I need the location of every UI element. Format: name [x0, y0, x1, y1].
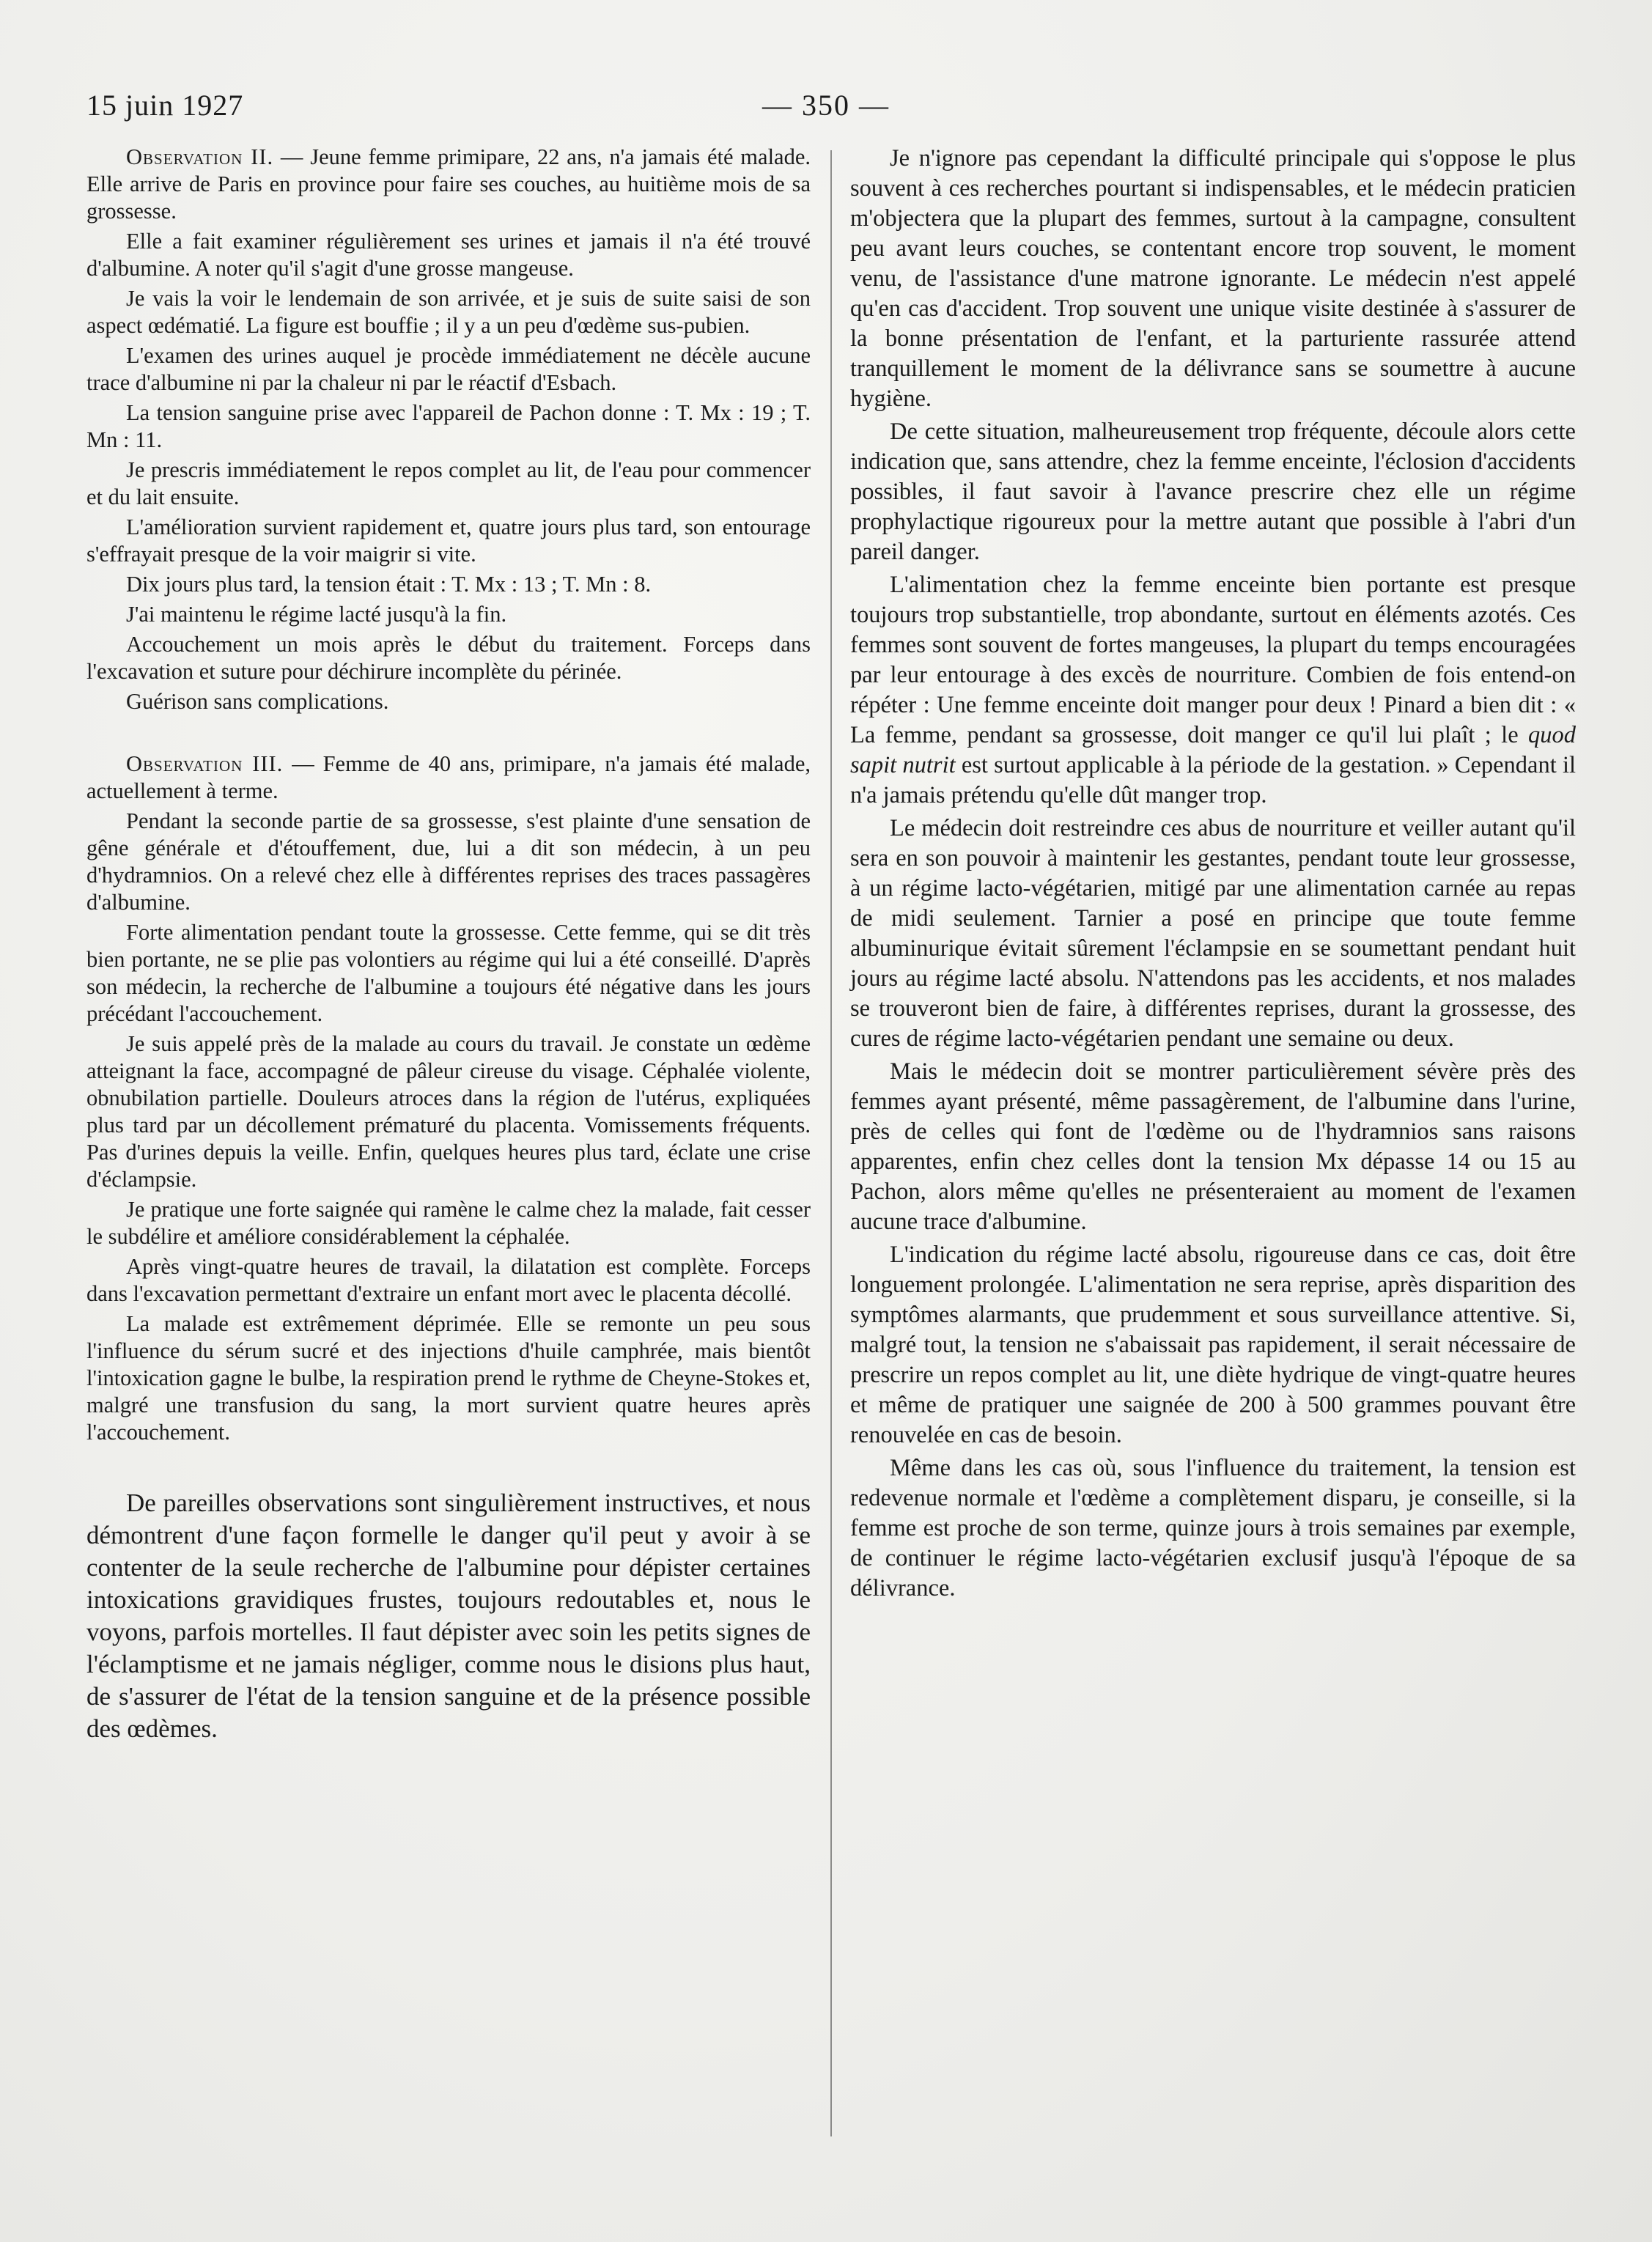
column-divider	[830, 150, 832, 2136]
paragraph: Guérison sans complications.	[126, 689, 389, 714]
paragraph-text: est surtout applicable à la période de la gestation. » Cependant il n'a jamais prétendu qu'elle dût manger trop.	[850, 752, 1576, 808]
paragraph	[850, 570, 1576, 811]
paragraph: L'amélioration survient rapidement et, quatre jours plus tard, son entourage s'effrayait presque de la voir maigrir si vite.	[86, 515, 811, 567]
paragraph: La malade est extrêmement déprimée. Elle se remonte un peu sous l'influence du sérum sucré et des injections d'huile camphrée, mais bientôt l'intoxication gagne le bulbe, la respiration prend le rythme de Cheyne-Stokes et, malgré une transfusion du sang, la mort survient quatre heures après l'accouchement.	[86, 1311, 811, 1445]
observation-2-paragraph	[86, 144, 811, 225]
observation-3-title: Observation III.	[126, 751, 284, 776]
page-number: — 350 —	[762, 89, 890, 122]
paragraph: Je vais la voir le lendemain de son arrivée, et je suis de suite saisi de son aspect œdématié. La figure est bouffie ; il y a un peu d'œdème sus-pubien.	[86, 286, 811, 338]
paragraph: Mais le médecin doit se montrer particulièrement sévère près des femmes ayant présenté, même passagèrement, de l'albumine dans l'urine, près de celles qui font de l'œdème ou de l'hydramnios sans raisons apparentes, enfin chez celles dont la tension Mx dépasse 14 ou 15 au Pachon, alors même qu'elles ne présenteraient au moment de l'examen aucune trace d'albumine.	[850, 1058, 1576, 1235]
paragraph: Après vingt-quatre heures de travail, la dilatation est complète. Forceps dans l'excavation permettant d'extraire un enfant mort avec le placenta décollé.	[86, 1254, 811, 1306]
paragraph: L'indication du régime lacté absolu, rigoureuse dans ce cas, doit être longuement prolongée. L'alimentation ne sera reprise, après disparition des symptômes alarmants, que prudemment et sous surveillance attentive. Si, malgré tout, la tension ne s'abaissait pas rapidement, il serait nécessaire de prescrire un repos complet au lit, une diète hydrique de vingt-quatre heures et même de pratiquer une saignée de 200 à 500 grammes pouvant être renouvelée en cas de besoin.	[850, 1242, 1576, 1448]
paragraph: Je pratique une forte saignée qui ramène le calme chez la malade, fait cesser le subdélire et améliore considérablement la céphalée.	[86, 1197, 811, 1249]
paragraph-text: L'alimentation chez la femme enceinte bien portante est presque toujours trop substantielle, trop abondante, surtout en éléments azotés. Ces femmes sont souvent de fortes mangeuses, la plupart du temps encouragées par leur entourage à des excès de nourriture. Combien de fois entend-on répéter : Une femme enceinte doit manger pour deux ! Pinard a bien dit : « La femme, pendant sa grossesse, doit manger ce qu'il lui plaît ; le	[850, 572, 1576, 748]
paragraph: L'examen des urines auquel je procède immédiatement ne décèle aucune trace d'albumine ni par la chaleur ni par le réactif d'Esbach.	[86, 343, 811, 395]
left-column	[86, 144, 811, 1748]
paragraph: De cette situation, malheureusement trop fréquente, découle alors cette indication que, sans attendre, chez la femme enceinte, l'éclosion d'accidents possibles, il faut savoir à l'avance prescrire chez elle un régime prophylactique rigoureux pour la mettre autant que possible à l'abri d'un pareil danger.	[850, 418, 1576, 565]
observation-2-title: Observation II.	[126, 144, 274, 169]
spacer	[86, 718, 811, 751]
conclusion-paragraph: De pareilles observations sont singulièrement instructives, et nous démontrent d'une façon formelle le danger qu'il peut y avoir à se contenter de la seule recherche de l'albumine pour dépister certaines intoxications gravidiques frustes, toujours redoutables et, nous le voyons, parfois mortelles. Il faut dépister avec soin les petits signes de l'éclamptisme et ne jamais négliger, comme nous le disions plus haut, de s'assurer de l'état de la tension sanguine et de la présence possible des œdèmes.	[86, 1489, 811, 1743]
paragraph: Elle a fait examiner régulièrement ses urines et jamais il n'a été trouvé d'albumine. A noter qu'il s'agit d'une grosse mangeuse.	[86, 229, 811, 281]
spacer	[86, 1449, 811, 1487]
paragraph: Accouchement un mois après le début du traitement. Forceps dans l'excavation et suture pour déchirure incomplète du périnée.	[86, 632, 811, 684]
paragraph: Le médecin doit restreindre ces abus de nourriture et veiller autant qu'il sera en son pouvoir à maintenir les gestantes, pendant toute leur grossesse, à un régime lacto-végétarien, mitigé par une alimentation carnée au repas de midi seulement. Tarnier a posé en principe que toute femme albuminurique évitait sûrement l'éclampsie en se soumettant pendant huit jours au régime lacté absolu. N'attendons pas les accidents, et nos malades se trouveront bien de faire, à différentes reprises, durant la grossesse, des cures de régime lacto-végétarien pendant une semaine ou deux.	[850, 815, 1576, 1052]
paragraph: Pendant la seconde partie de sa grossesse, s'est plainte d'une sensation de gêne générale et d'étouffement, due, lui a dit son médecin, à un peu d'hydramnios. On a relevé chez elle à différentes reprises des traces passagères d'albumine.	[86, 808, 811, 915]
paragraph: Forte alimentation pendant toute la grossesse. Cette femme, qui se dit très bien portante, ne se plie pas volontiers au régime qui lui a été conseillé. D'après son médecin, la recherche de l'albumine a toujours été négative dans les jours précédant l'accouchement.	[86, 920, 811, 1026]
observation-3-text: — Femme de 40 ans, primipare, n'a jamais été malade, actuellement à terme.	[86, 751, 811, 803]
paragraph: La tension sanguine prise avec l'appareil de Pachon donne : T. Mx : 19 ; T. Mn : 11.	[86, 400, 811, 452]
paragraph: Je n'ignore pas cependant la difficulté principale qui s'oppose le plus souvent à ces recherches pourtant si indispensables, et le médecin praticien m'objectera que la plupart des femmes, surtout à la campagne, consultent peu avant leurs couches, se contentant encore trop souvent, le moment venu, de l'assistance d'une matrone ignorante. Le médecin n'est appelé qu'en cas d'accident. Trop souvent une unique visite destinée à s'assurer de la bonne présentation de l'enfant, et la parturiente rassurée attend tranquillement le moment de la délivrance sans se soumettre à aucune hygiène.	[850, 145, 1576, 412]
paragraph: Même dans les cas où, sous l'influence du traitement, la tension est redevenue normale et l'œdème a complètement disparu, je conseille, si la femme est proche de son terme, quinze jours à trois semaines par exemple, de continuer le régime lacto-végétarien exclusif jusqu'à l'époque de sa délivrance.	[850, 1455, 1576, 1601]
header-date: 15 juin 1927	[86, 89, 244, 122]
observation-2-text: — Jeune femme primipare, 22 ans, n'a jamais été malade. Elle arrive de Paris en province pour faire ses couches, au huitième mois de sa grossesse.	[86, 144, 811, 224]
paragraph: Dix jours plus tard, la tension était : T. Mx : 13 ; T. Mn : 8.	[126, 572, 652, 597]
latin-quote: quod sapit nutrit	[850, 722, 1577, 778]
paragraph: Je suis appelé près de la malade au cours du travail. Je constate un œdème atteignant la face, accompagné de pâleur cireuse du visage. Céphalée violente, obnubilation partielle. Douleurs atroces dans la région de l'utérus, expliquées plus tard par un décollement prématuré du placenta. Vomissements fréquents. Pas d'urines depuis la veille. Enfin, quelques heures plus tard, éclate une crise d'éclampsie.	[86, 1031, 811, 1192]
right-column	[850, 144, 1576, 1607]
observation-3-paragraph	[86, 751, 811, 805]
paragraph: J'ai maintenu le régime lacté jusqu'à la fin.	[126, 602, 507, 627]
paragraph: Je prescris immédiatement le repos complet au lit, de l'eau pour commencer et du lait ensuite.	[86, 457, 811, 509]
